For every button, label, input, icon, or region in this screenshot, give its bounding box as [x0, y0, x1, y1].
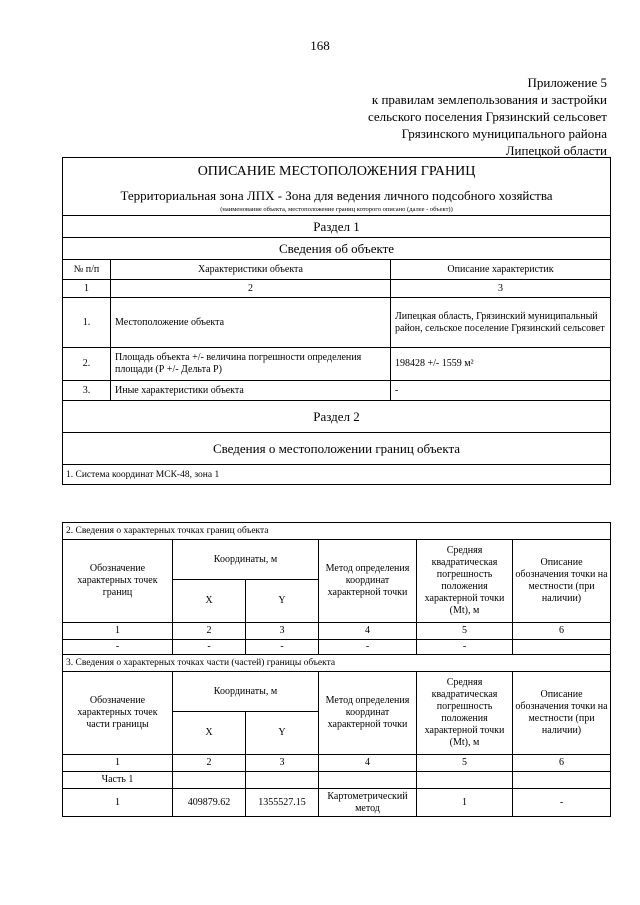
- cell-empty: [319, 772, 417, 789]
- col-numbers-row: [63, 280, 611, 298]
- header-error: Средняя квадратическая погрешность положения характерной точки (Mt), м: [417, 540, 513, 623]
- appendix-line: сельского поселения Грязинский сельсовет: [367, 109, 607, 124]
- section2-title: Раздел 2: [63, 401, 611, 433]
- appendix-line: Липецкой области: [505, 143, 607, 158]
- col-number: 6: [513, 623, 611, 640]
- table-row: [63, 348, 611, 381]
- section1-subtitle: Сведения об объекте: [63, 238, 611, 260]
- col-numbers-row: [63, 623, 611, 640]
- header-desc: Описание обозначения точки на местности (при наличии): [513, 540, 611, 623]
- col-number: 2: [111, 280, 391, 298]
- appendix-line: Грязинского муниципального района: [401, 126, 607, 141]
- cell-empty: -: [63, 640, 173, 655]
- cell-error: 1: [417, 789, 513, 817]
- col-number: 3: [391, 280, 611, 298]
- part2-title: 2. Сведения о характерных точках границ объекта: [63, 523, 611, 540]
- row-num: 1.: [63, 298, 111, 348]
- coord-system: 1. Система координат МСК-48, зона 1: [63, 465, 611, 485]
- row-num: 3.: [63, 381, 111, 401]
- header-coords: Координаты, м: [173, 540, 319, 580]
- header-point: Обозначение характерных точек части границы: [63, 672, 173, 755]
- header-method: Метод определения координат характерной точки: [319, 540, 417, 623]
- cell-empty: -: [173, 640, 246, 655]
- section1-title: Раздел 1: [63, 216, 611, 238]
- col-number: 2: [173, 623, 246, 640]
- object-note: (наименование объекта, местоположение границ которого описано (далее - объект)): [63, 206, 611, 216]
- col-number: 1: [63, 755, 173, 772]
- cell-empty: -: [417, 640, 513, 655]
- object-name: Территориальная зона ЛПХ - Зона для ведения личного подсобного хозяйства: [63, 186, 611, 206]
- cell-point: 1: [63, 789, 173, 817]
- header-method: Метод определения координат характерной точки: [319, 672, 417, 755]
- cell-empty: -: [319, 640, 417, 655]
- header-y: Y: [246, 580, 319, 623]
- row-value: 198428 +/- 1559 м²: [391, 348, 611, 381]
- col-number: 1: [63, 280, 111, 298]
- table-row: [63, 298, 611, 348]
- table-row: [63, 381, 611, 401]
- section2-subtitle: Сведения о местоположении границ объекта: [63, 433, 611, 465]
- header-y: Y: [246, 712, 319, 755]
- part-label: Часть 1: [63, 772, 173, 789]
- table-row: [63, 640, 611, 655]
- appendix-line: Приложение 5: [527, 75, 607, 90]
- header-x: X: [173, 580, 246, 623]
- header-point: Обозначение характерных точек границ: [63, 540, 173, 623]
- appendix-header: [368, 74, 607, 159]
- object-description-table: [62, 157, 611, 485]
- cell-empty: [513, 772, 611, 789]
- part3-title: 3. Сведения о характерных точках части (частей) границы объекта: [63, 655, 611, 672]
- header-desc: Описание обозначения точки на местности (при наличии): [513, 672, 611, 755]
- cell-empty: [173, 772, 246, 789]
- row-value: Липецкая область, Грязинский муниципальный район, сельское поселение Грязинский сельсовет: [391, 298, 611, 348]
- header-characteristics: Характеристики объекта: [111, 260, 391, 280]
- cell-x: 409879.62: [173, 789, 246, 817]
- col-number: 3: [246, 623, 319, 640]
- header-description: Описание характеристик: [391, 260, 611, 280]
- boundary-points-table: [62, 522, 611, 817]
- cell-empty: [417, 772, 513, 789]
- header-coords: Координаты, м: [173, 672, 319, 712]
- header-num: № п/п: [63, 260, 111, 280]
- header-error: Средняя квадратическая погрешность положения характерной точки (Mt), м: [417, 672, 513, 755]
- page-number: 168: [310, 38, 330, 53]
- col-number: 3: [246, 755, 319, 772]
- cell-empty: -: [246, 640, 319, 655]
- row-name: Площадь объекта +/- величина погрешности определения площади (Р +/- Дельта Р): [111, 348, 391, 381]
- cell-method: Картометрический метод: [319, 789, 417, 817]
- col-number: 4: [319, 755, 417, 772]
- part-label-row: [63, 772, 611, 789]
- doc-title: ОПИСАНИЕ МЕСТОПОЛОЖЕНИЯ ГРАНИЦ: [63, 158, 611, 186]
- cell-desc: -: [513, 789, 611, 817]
- col-numbers-row: [63, 755, 611, 772]
- col-number: 4: [319, 623, 417, 640]
- appendix-line: к правилам землепользования и застройки: [371, 92, 607, 107]
- table-header-row: [63, 260, 611, 280]
- col-number: 1: [63, 623, 173, 640]
- table-row: [63, 789, 611, 817]
- header-x: X: [173, 712, 246, 755]
- col-number: 5: [417, 623, 513, 640]
- row-num: 2.: [63, 348, 111, 381]
- col-number: 2: [173, 755, 246, 772]
- col-number: 5: [417, 755, 513, 772]
- row-value: -: [391, 381, 611, 401]
- row-name: Иные характеристики объекта: [111, 381, 391, 401]
- row-name: Местоположение объекта: [111, 298, 391, 348]
- cell-empty: [513, 640, 611, 655]
- col-number: 6: [513, 755, 611, 772]
- cell-empty: [246, 772, 319, 789]
- cell-y: 1355527.15: [246, 789, 319, 817]
